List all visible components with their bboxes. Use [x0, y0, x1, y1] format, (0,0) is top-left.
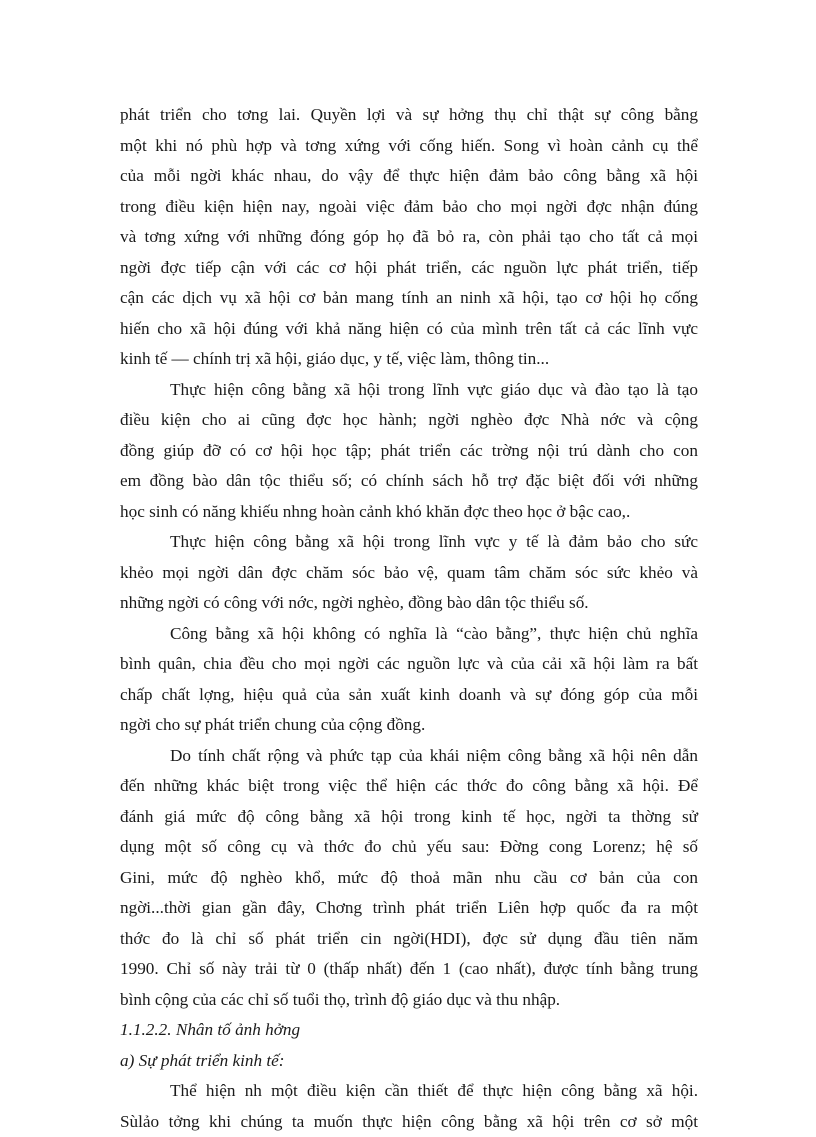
text-line: những ngời có công với nớc, ngời nghèo, đồng bào dân tộc thiểu số. — [120, 588, 698, 619]
text-line: Thể hiện nh một điều kiện cần thiết để thực hiện công bằng xã hội. — [120, 1076, 698, 1107]
text-line: học sinh có năng khiếu nhng hoàn cảnh khó khăn đợc theo học ở bậc cao,. — [120, 497, 698, 528]
text-line: khẻo mọi ngời dân đợc chăm sóc bảo vệ, quam tâm chăm sóc sức khẻo và — [120, 558, 698, 589]
text-line: điều kiện cho ai cũng đợc học hành; ngời nghèo đợc Nhà nớc và cộng — [120, 405, 698, 436]
text-line: hiến cho xã hội đúng với khả năng hiện có của mình trên tất cả các lĩnh vực — [120, 314, 698, 345]
text-line: Công bằng xã hội không có nghĩa là “cào bằng”, thực hiện chủ nghĩa — [120, 619, 698, 650]
text-line: đồng giúp đỡ có cơ hội học tập; phát triển các trờng nội trú dành cho con — [120, 436, 698, 467]
text-line: kinh tế — chính trị xã hội, giáo dục, y tế, việc làm, thông tin... — [120, 344, 698, 375]
text-line: 1990. Chỉ số này trải từ 0 (thấp nhất) đến 1 (cao nhất), được tính bằng trung — [120, 954, 698, 985]
text-line: phát triển cho tơng lai. Quyền lợi và sự hởng thụ chỉ thật sự công bằng — [120, 100, 698, 131]
section-heading: a) Sự phát triển kinh tế: — [120, 1046, 698, 1077]
text-line: chấp chất lợng, hiệu quả của sản xuất kinh doanh và sự đóng góp của mỗi — [120, 680, 698, 711]
document-body — [120, 100, 698, 1137]
text-line: cận các dịch vụ xã hội cơ bản mang tính an ninh xã hội, tạo cơ hội họ cống — [120, 283, 698, 314]
text-line: ngời...thời gian gần đây, Chơng trình phát triển Liên hợp quốc đa ra một — [120, 893, 698, 924]
text-line: Sùlảo tởng khi chúng ta muốn thực hiện công bằng xã hội trên cơ sở một — [120, 1107, 698, 1137]
text-line: Thực hiện công bằng xã hội trong lĩnh vực giáo dục và đào tạo là tạo — [120, 375, 698, 406]
text-line: một khi nó phù hợp và tơng xứng với cống hiến. Song vì hoàn cảnh cụ thể — [120, 131, 698, 162]
text-line: dụng một số công cụ và thớc đo chủ yếu sau: Đờng cong Lorenz; hệ số — [120, 832, 698, 863]
text-line: của mỗi ngời khác nhau, do vậy để thực hiện đảm bảo công bằng xã hội — [120, 161, 698, 192]
text-line: Do tính chất rộng và phức tạp của khái niệm công bằng xã hội nên dẫn — [120, 741, 698, 772]
text-line: đánh giá mức độ công bằng xã hội trong kinh tế học, ngời ta thờng sử — [120, 802, 698, 833]
text-line: em đồng bào dân tộc thiểu số; có chính sách hỗ trợ đặc biệt đối với những — [120, 466, 698, 497]
text-line: ngời đợc tiếp cận với các cơ hội phát triển, các nguồn lực phát triển, tiếp — [120, 253, 698, 284]
section-heading: 1.1.2.2. Nhân tố ảnh hởng — [120, 1015, 698, 1046]
text-line: bình cộng của các chỉ số tuổi thọ, trình độ giáo dục và thu nhập. — [120, 985, 698, 1016]
text-line: và tơng xứng với những đóng góp họ đã bỏ ra, còn phải tạo cho tất cả mọi — [120, 222, 698, 253]
text-line: trong điều kiện hiện nay, ngoài việc đảm bảo cho mọi ngời đợc nhận đúng — [120, 192, 698, 223]
text-line: đến những khác biệt trong việc thể hiện các thớc đo công bằng xã hội. Để — [120, 771, 698, 802]
text-line: Gini, mức độ nghèo khổ, mức độ thoả mãn nhu cầu cơ bản của con — [120, 863, 698, 894]
text-line: Thực hiện công bằng xã hội trong lĩnh vực y tế là đảm bảo cho sức — [120, 527, 698, 558]
text-line: bình quân, chia đều cho mọi ngời các nguồn lực và của cải xã hội làm ra bất — [120, 649, 698, 680]
text-line: ngời cho sự phát triển chung của cộng đồng. — [120, 710, 698, 741]
text-line: thớc đo là chỉ số phát triển cin ngời(HDI), đợc sử dụng đầu tiên năm — [120, 924, 698, 955]
